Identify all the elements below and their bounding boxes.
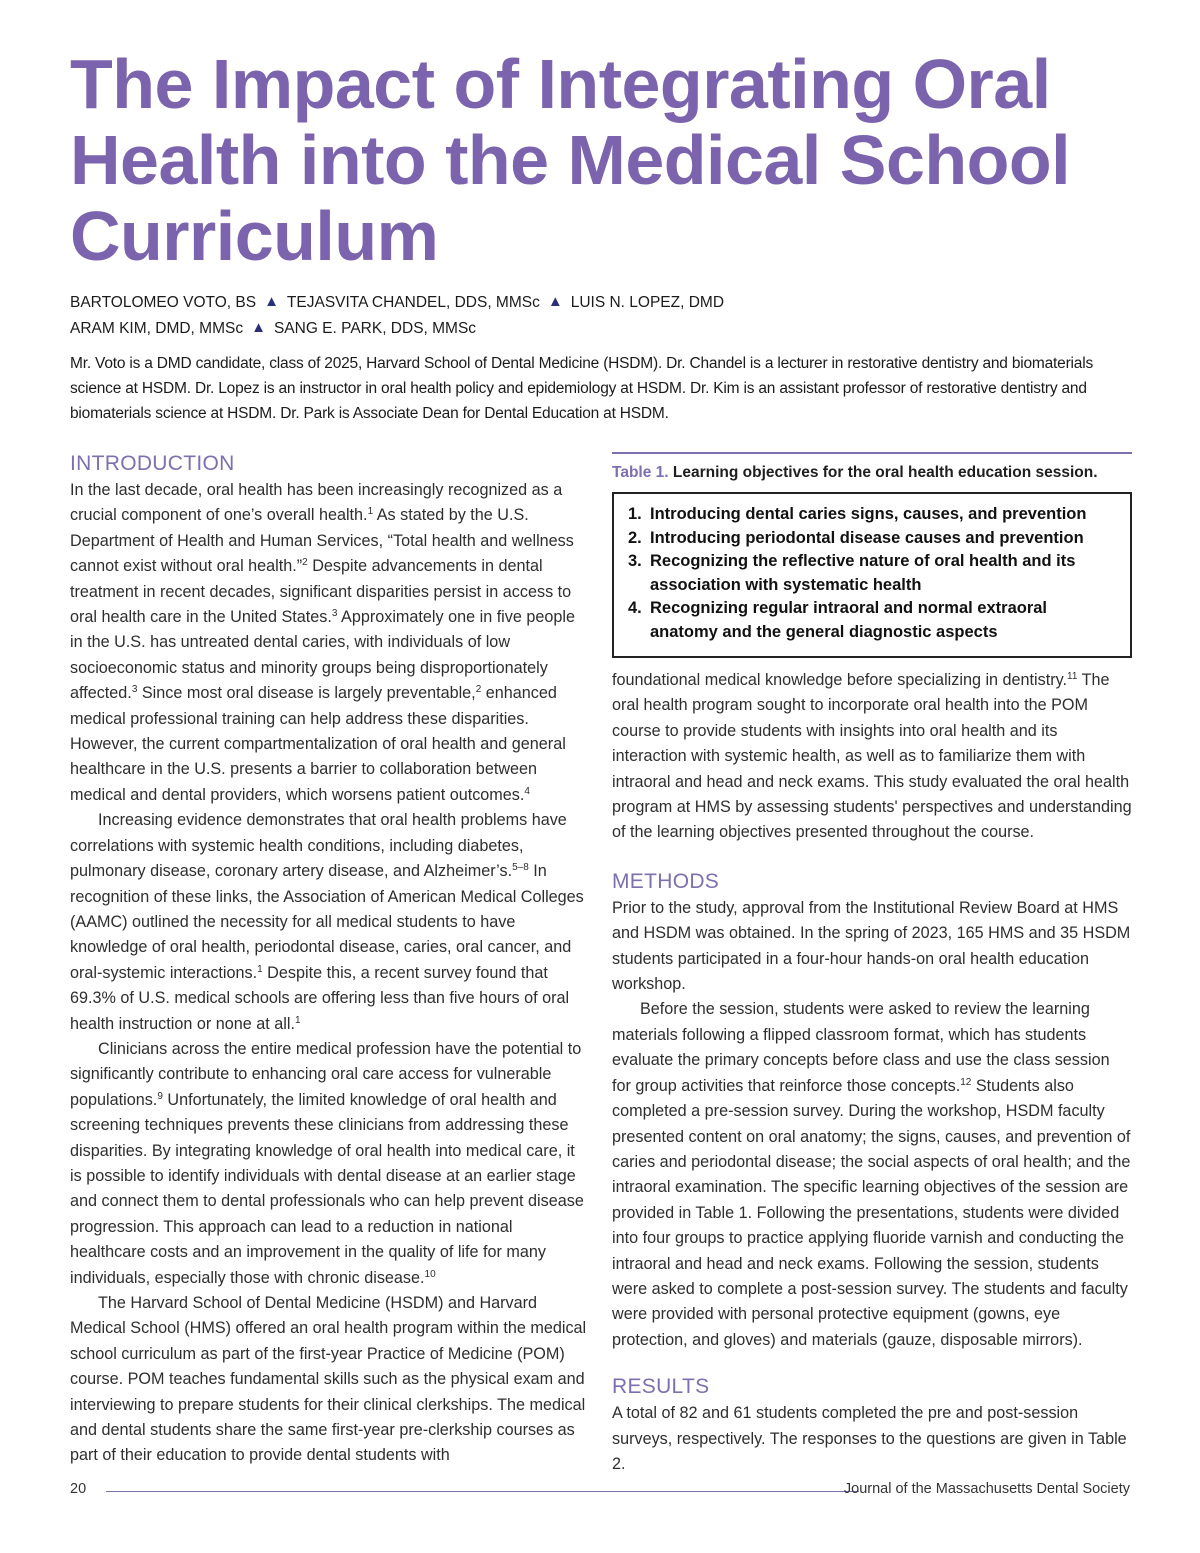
page-footer <box>70 1481 1130 1503</box>
intro-paragraph-1: In the last decade, oral health has been increasingly recognized as a crucial component of one’s overall health.$^1$ As stated by the U.S. Department of Health and Human Services, “Total health and wellness cannot exist without oral health.”$^2$ Despite advancements in dental treatment in recent decades, significant disparities persist in access to oral health care in the United States.$^3$ Approximately one in five people in the U.S. has untreated dental caries, with individuals of low socioeconomic status and minority groups being disproportionately affected.$^3$ Since most oral disease is largely preventable,$^2$ enhanced medical professional training can help address these disparities. However, the current compartmentalization of oral health and general healthcare in the U.S. presents a barrier to collaboration between medical and dental providers, which worsens patient outcomes.$^4$ <box>70 481 575 804</box>
citation-marker: 9 <box>157 1090 163 1102</box>
objective-text: Introducing dental caries signs, causes, and prevention <box>650 505 1087 523</box>
learning-objectives-list <box>628 503 1116 644</box>
left-column <box>70 450 590 1469</box>
citation-marker: 12 <box>960 1076 972 1088</box>
methods-paragraph-2: Before the session, students were asked to review the learning materials following a flipped classroom format, which has students evaluate the primary concepts before class and use the class session for group activities that reinforce those concepts.$^{12}$ Students also completed a pre-session survey. During the workshop, HSDM faculty presented content on oral anatomy; the signs, causes, and prevention of caries and periodontal disease; the social aspects of oral health; and the intraoral examination. The specific learning objectives of the session are provided in Table 1. Following the presentations, students were divided into four groups to practice applying fluoride varnish and conducting the intraoral and head and neck exams. Following the session, students were asked to complete a post-session survey. The students and faculty were provided with personal protective equipment (gowns, eye protection, and gloves) and materials (gauze, disposable mirrors). <box>612 1000 1131 1349</box>
page-number: 20 <box>70 1481 87 1497</box>
section-heading-results: RESULTS <box>612 1375 710 1399</box>
table-1-label: Table 1. <box>612 464 669 481</box>
triangle-separator-icon: ▲ <box>547 293 563 310</box>
intro-paragraph-2: Increasing evidence demonstrates that oral health problems have correlations with systemic health conditions, including diabetes, pulmonary disease, coronary artery disease, and Alzheimer’s.$^{5-8}$ In recognition of these links, the Association of American Medical Colleges (AAMC) outlined the necessity for all medical students to have knowledge of oral health, periodontal disease, caries, oral cancer, and oral-systemic interactions.$^1$ Despite this, a recent survey found that 69.3% of U.S. medical schools are offering less than five hours of oral health instruction or none at all.$^1$ <box>70 811 584 1033</box>
objective-text: Introducing periodontal disease causes and prevention <box>650 528 1084 547</box>
citation-marker: 1 <box>294 1014 301 1026</box>
citation-marker: 10 <box>424 1268 436 1280</box>
objective-text: Recognizing regular intraoral and normal extraoral anatomy and the general diagnostic aspects <box>650 599 1048 641</box>
article-title: The Impact of Integrating Oral Health into the Medical School Curriculum <box>70 45 1071 275</box>
table-1-caption-text: Learning objectives for the oral health education session. <box>672 464 1098 481</box>
author-name: BARTOLOMEO VOTO, BS <box>70 294 257 311</box>
intro-continuation-paragraph: foundational medical knowledge before specializing in dentistry.$^{11}$ The oral health program sought to incorporate oral health into the POM course to provide students with insights into oral health and its interaction with systemic health, as well as to familiarize them with intraoral and head and neck exams. This study evaluated the oral health program at HMS by assessing students' perspectives and understanding of the learning objectives presented throughout the course. <box>612 671 1132 842</box>
objective-item <box>628 503 1116 527</box>
right-column <box>612 450 1132 1477</box>
citation-marker: 3 <box>331 608 338 620</box>
intro-paragraph-3: Clinicians across the entire medical profession have the potential to significantly contribute to enhancing oral care access for vulnerable populations.$^9$ Unfortunately, the limited knowledge of oral health and screening techniques prevents these clinicians from addressing these disparities. By integrating knowledge of oral health into medical care, it is possible to identify individuals with dental disease at an earlier stage and connect them to dental professionals who can help prevent disease progression. This approach can lead to a reduction in national healthcare costs and an improvement in the quality of life for many individuals, especially those with chronic disease.$^{10}$ <box>70 1039 584 1287</box>
objective-text: Recognizing the reflective nature of oral health and its association with systematic health <box>650 552 1076 594</box>
triangle-separator-icon: ▲ <box>264 293 279 310</box>
objective-item <box>628 527 1116 551</box>
citation-marker: 3 <box>131 684 138 696</box>
results-paragraph-1: A total of 82 and 61 students completed the pre and post-session surveys, respectively. The responses to the questions are given in Table 2. <box>612 1404 1127 1473</box>
intro-paragraph-4: The Harvard School of Dental Medicine (HSDM) and Harvard Medical School (HMS) offered an oral health program within the medical school curriculum as part of the first-year Practice of Medicine (POM) course. POM teaches fundamental skills such as the physical exam and interviewing to prepare students for their clinical clerkships. The medical and dental students share the same first-year pre-clerkship courses as part of their education to provide dental students with <box>70 1294 587 1465</box>
objective-number: 1. <box>628 505 642 523</box>
objective-item <box>628 597 1116 644</box>
author-line-1 <box>70 290 1130 316</box>
author-name: TEJASVITA CHANDEL, DDS, MMSc <box>286 294 540 311</box>
citation-marker: 2 <box>475 684 482 696</box>
learning-objectives-box <box>612 492 1132 658</box>
journal-name: Journal of the Massachusetts Dental Society <box>843 1481 1130 1497</box>
citation-marker: 5–8 <box>512 862 529 874</box>
objective-number: 2. <box>628 528 642 547</box>
citation-marker: 1 <box>257 963 263 975</box>
section-heading-introduction: INTRODUCTION <box>70 452 235 475</box>
citation-marker: 4 <box>524 785 530 797</box>
author-line-2 <box>70 316 1130 342</box>
section-heading-methods: METHODS <box>612 869 720 893</box>
table-1-caption <box>612 462 1132 484</box>
footer-rule <box>106 1491 859 1492</box>
methods-paragraph-1: Prior to the study, approval from the Institutional Review Board at HMS and HSDM was obtained. In the spring of 2023, 165 HMS and 35 HSDM students participated in a four-hour hands-on oral health education workshop. <box>612 898 1131 994</box>
author-name: SANG E. PARK, DDS, MMSc <box>273 320 477 337</box>
triangle-separator-icon: ▲ <box>251 319 266 336</box>
author-affiliations: Mr. Voto is a DMD candidate, class of 2025, Harvard School of Dental Medicine (HSDM). Dr. Chandel is a lecturer in restorative dentistry and biomaterials science at HSDM. Dr. Lopez is an instructor in oral health policy and epidemiology at HSDM. Dr. Kim is an assistant professor of restorative dentistry and biomaterials science at HSDM. Dr. Park is Associate Dean for Dental Education at HSDM. <box>70 355 1093 422</box>
author-list <box>70 290 1130 342</box>
author-name: LUIS N. LOPEZ, DMD <box>570 294 725 311</box>
objective-number: 3. <box>628 552 642 570</box>
table-top-rule <box>612 452 1132 454</box>
citation-marker: 1 <box>367 506 374 518</box>
objective-item <box>628 550 1116 597</box>
objective-number: 4. <box>628 599 642 617</box>
citation-marker: 11 <box>1067 671 1078 682</box>
citation-marker: 2 <box>302 557 308 569</box>
author-name: ARAM KIM, DMD, MMSc <box>70 320 244 337</box>
